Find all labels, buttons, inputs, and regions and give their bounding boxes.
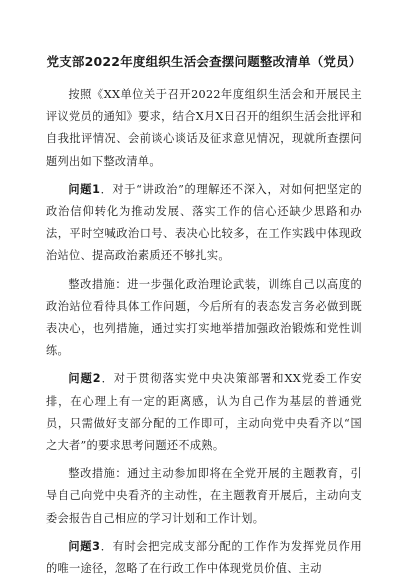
- measure-1-label: 整改措施：: [68, 277, 128, 291]
- problem-3-text: ．有时会把完成支部分配的工作作为发挥党员作用的唯一途径，忽略了在行政工作中体现党员价值、主动: [46, 539, 363, 576]
- problem-3-label: 问题3: [68, 539, 101, 553]
- measure-2-label: 整改措施：: [68, 467, 128, 481]
- problem-2: [46, 368, 362, 457]
- problem-1: [46, 179, 362, 268]
- problem-1-label: 问题1: [68, 182, 101, 196]
- problem-2-text: ．对于贯彻落实党中央决策部署和XX党委工作安排，在心理上有一定的距离感，认为自己作为基层的普通党员，只需做好支部分配的工作即可，主动向党中央看齐以“国之大者”的要求思考问题还不成熟。: [46, 372, 363, 453]
- problem-1-text: ．对于“讲政治”的理解还不深入，对如何把坚定的政治信仰转化为推动发展、落实工作的信心还缺少思路和办法，平时空喊政治口号、表决心比较多，在工作实践中体现政治站位、提高政治素质还不够扎实。: [46, 182, 363, 263]
- document-title: 党支部2022年度组织生活会查摆问题整改清单（党员）: [46, 54, 362, 69]
- problem-3: [46, 536, 362, 580]
- measure-2: [46, 463, 362, 530]
- measure-1: [46, 274, 362, 363]
- measure-2-text: 通过主动参加即将在全党开展的主题教育，引导自己向党中央看齐的主动性，在主题教育开展后，主动向支委会报告自己相应的学习计划和工作计划。: [46, 467, 362, 525]
- problem-2-label: 问题2: [68, 372, 101, 386]
- measure-1-text: 进一步强化政治理论武装，训练自己以高度的政治站位看待具体工作问题，今后所有的表态发言务必做到既表决心，也列措施，通过实打实地举措加强政治锻炼和党性训练。: [46, 277, 362, 358]
- intro-paragraph: 按照《XX单位关于召开2022年度组织生活会和开展民主评议党员的通知》要求，结合X月X日召开的组织生活会批评和自我批评情况、会前谈心谈话及征求意见情况，现就所查摆问题列出如下整改清单。: [46, 88, 362, 168]
